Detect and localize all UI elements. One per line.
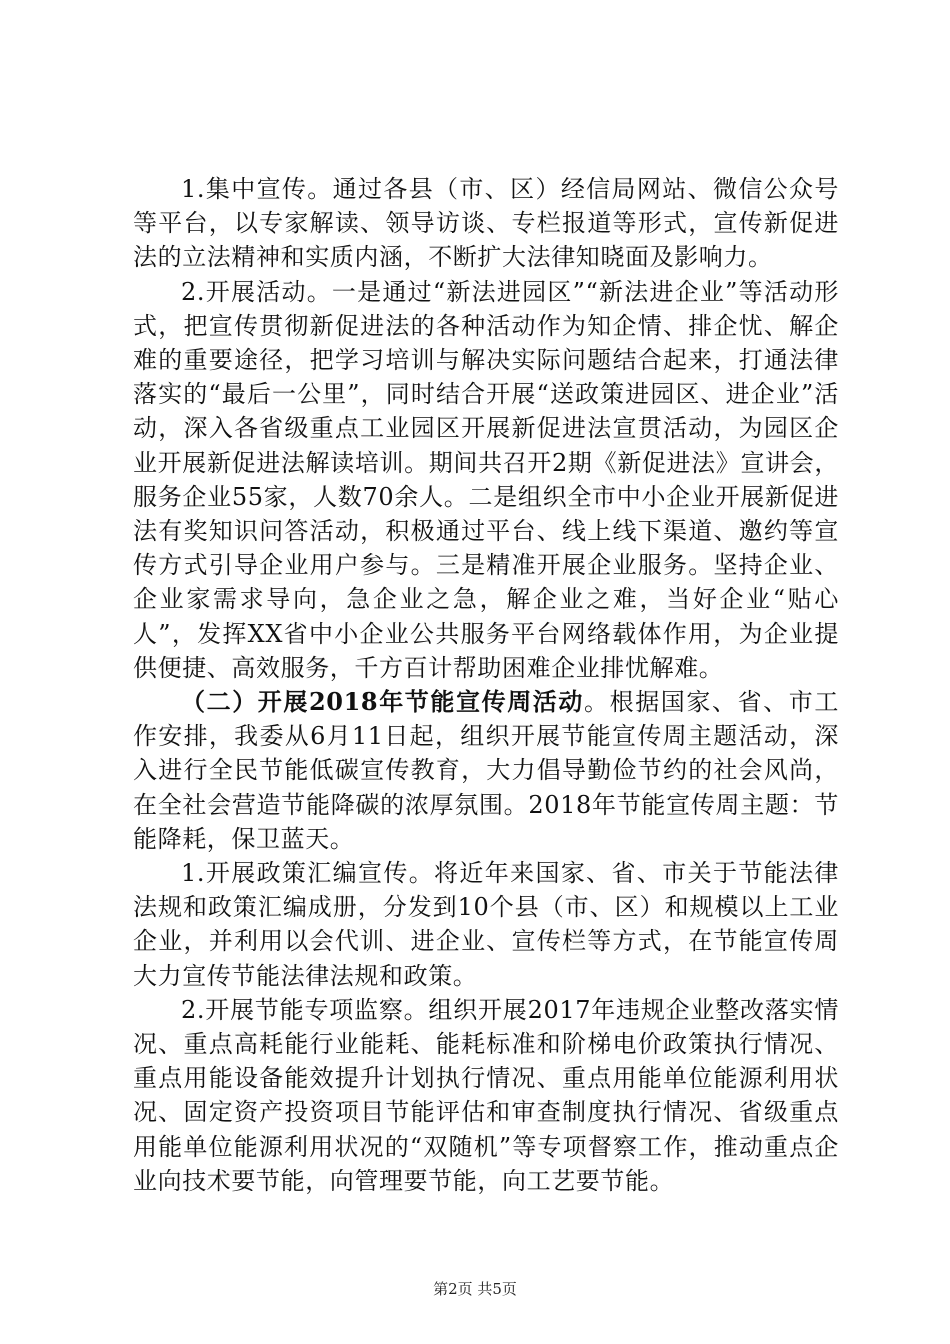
paragraph-policy-compilation: 1.开展政策汇编宣传。将近年来国家、省、市关于节能法律法规和政策汇编成册，分发到10个县（市、区）和规模以上工业企业，并利用以会代训、进企业、宣传栏等方式，在节能宣传周大力宣传节能法律法规和政策。 <box>133 859 839 990</box>
section-heading: （二）开展2018年节能宣传周活动 <box>181 687 584 717</box>
section-energy-saving-week <box>133 685 839 856</box>
document-body <box>133 172 839 1198</box>
paragraph-carry-out-activities: 2.开展活动。一是通过“新法进园区”“新法进企业”等活动形式，把宣传贯彻新促进法的各种活动作为知企情、排企忧、解企难的重要途径，把学习培训与解决实际问题结合起来，打通法律落实的“最后一公里”，同时结合开展“送政策进园区、进企业”活动，深入各省级重点工业园区开展新促进法宣贯活动，为园区企业开展新促进法解读培训。期间共召开2期《新促进法》宣讲会，服务企业55家，人数70余人。二是组织全市中小企业开展新促进法有奖知识问答活动，积极通过平台、线上线下渠道、邀约等宣传方式引导企业用户参与。三是精准开展企业服务。坚持企业、企业家需求导向，急企业之急，解企业之难，当好企业“贴心人”，发挥XX省中小企业公共服务平台网络载体作用，为企业提供便捷、高效服务，千方百计帮助困难企业排忧解难。 <box>133 277 839 682</box>
paragraph-special-inspection: 2.开展节能专项监察。组织开展2017年违规企业整改落实情况、重点高耗能行业能耗、能耗标准和阶梯电价政策执行情况、重点用能设备能效提升计划执行情况、重点用能单位能源利用状况、固定资产投资项目节能评估和审查制度执行情况、省级重点用能单位能源利用状况的“双随机”等专项督察工作，推动重点企业向技术要节能，向管理要节能，向工艺要节能。 <box>133 995 839 1195</box>
page-number-footer: 第2页 共5页 <box>433 1280 517 1298</box>
section-intro: 。根据国家、省、市工作安排，我委从6月11日起，组织开展节能宣传周主题活动，深入进行全民节能低碳宣传教育，大力倡导勤俭节约的社会风尚，在全社会营造节能降碳的浓厚氛围。2018年节能宣传周主题：节能降耗，保卫蓝天。 <box>133 688 839 853</box>
paragraph-centralized-publicity: 1.集中宣传。通过各县（市、区）经信局网站、微信公众号等平台，以专家解读、领导访谈、专栏报道等形式，宣传新促进法的立法精神和实质内涵，不断扩大法律知晓面及影响力。 <box>133 175 839 272</box>
